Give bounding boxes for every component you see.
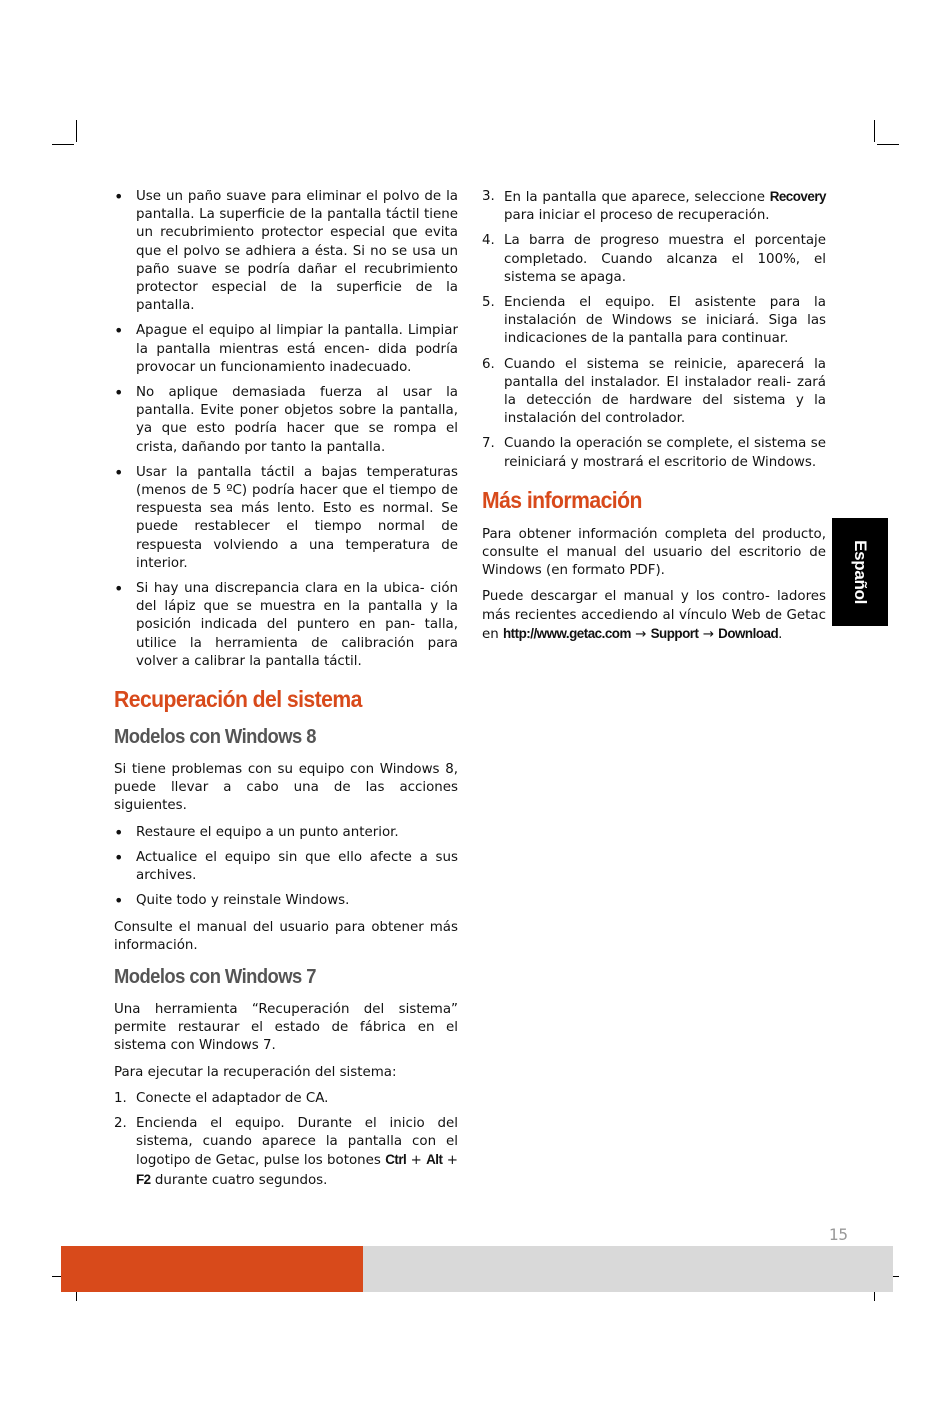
step-text: Conecte el adaptador de CA. [136, 1090, 329, 1106]
list-item [482, 188, 826, 225]
download-paragraph [482, 588, 826, 644]
crop-mark-top-left-h [52, 144, 74, 145]
list-item: • Actualice el equipo sin que ello afecte a sus archives. [114, 849, 458, 885]
list-item: • Si hay una discrepancia clara en la ubica- ción del lápiz que se muestra en la pantalla y la posición indicada del puntero en pan- talla, utilice la herramienta de calibración para volver a calibrar la pantalla táctil. [114, 580, 458, 671]
list-item [482, 294, 826, 349]
step-text: durante cuatro segundos. [150, 1172, 328, 1188]
step-text: Encienda el equipo. El asistente para la instalación de Windows se iniciará. Siga las indicaciones de la pantalla para continuar. [504, 295, 826, 347]
step-number: 7. [482, 436, 495, 452]
list-item: • Use un paño suave para eliminar el polvo de la pantalla. La superficie de la pantalla táctil tiene un recubrimiento protector especial que evita que el polvo se adhiera a ésta. Si no se usa un paño suave se podría dañar el recubrimiento protector especial de la superficie de la pantalla. [114, 188, 458, 315]
list-item: • No aplique demasiada fuerza al usar la pantalla. Evite poner objetos sobre la pantalla, ya que esto podría hacer que se rompa el crista, dañando por tanto la pantalla. [114, 384, 458, 457]
period: . [778, 626, 783, 642]
download-text: Puede descargar el manual y los contro- ladores más recientes accediendo al vínculo Web de Getac en [482, 589, 826, 642]
win8-intro: Si tiene problemas con su equipo con Windows 8, puede llevar a cabo una de las acciones siguientes. [114, 762, 458, 814]
support-link[interactable]: Support [650, 625, 699, 641]
arrow-right-icon: → [630, 626, 651, 642]
subheading-windows-7: Modelos con Windows 7 [114, 965, 316, 988]
left-column [114, 188, 458, 1198]
list-item [114, 1115, 458, 1190]
footer-accent-bar [61, 1246, 363, 1292]
step-text: para iniciar el proceso de recuperación. [504, 208, 770, 224]
key-alt: Alt [426, 1152, 443, 1168]
recovery-steps-list [114, 1090, 458, 1190]
more-info-paragraph: Para obtener información completa del producto, consulte el manual del usuario del escritorio de Windows (en formato PDF). [482, 526, 826, 579]
crop-mark-top-right-v [874, 120, 875, 142]
plus-sign: + [406, 1153, 427, 1169]
step-number: 6. [482, 356, 495, 372]
list-item: • Apague el equipo al limpiar la pantalla. Limpiar la pantalla mientras está encen- dida podría provocar un funcionamiento inadecuado. [114, 322, 458, 377]
win8-outro: Consulte el manual del usuario para obtener más información. [114, 919, 458, 953]
crop-mark-top-right-h [877, 144, 899, 145]
plus-sign: + [442, 1153, 458, 1169]
crop-mark-top-left-v [76, 120, 77, 142]
page-number: 15 [828, 1225, 848, 1244]
recovery-steps-continued-list [482, 188, 826, 472]
step-text: Cuando la operación se complete, el sistema se reiniciará y mostrará el escritorio de Windows. [504, 436, 826, 470]
list-item [482, 356, 826, 429]
list-item [482, 435, 826, 471]
step-number: 2. [114, 1115, 127, 1131]
list-item [114, 1090, 458, 1108]
win7-run-text: Para ejecutar la recuperación del sistema: [114, 1064, 397, 1080]
list-item: • Quite todo y reinstale Windows. [114, 892, 458, 910]
step-text: Encienda el equipo. Durante el inicio del sistema, cuando aparece la pantalla con el logotipo de Getac, pulse los botones [136, 1115, 458, 1169]
step-text: La barra de progreso muestra el porcentaje completado. Cuando alcanza el 100%, el sistema se apaga. [504, 233, 826, 285]
step-number: 3. [482, 189, 495, 204]
step-text: En la pantalla que aparece, seleccione [504, 190, 770, 205]
key-f2: F2 [136, 1171, 151, 1187]
footer-gray-bar [363, 1246, 893, 1292]
step-number: 4. [482, 233, 495, 249]
list-item: • Usar la pantalla táctil a bajas temperaturas (menos de 5 ºC) podría hacer que el tiempo de respuesta sea más lento. Esto es normal. Se puede restablecer el tiempo normal de respuesta volviendo a una temperatura de interior. [114, 464, 458, 573]
language-tab [832, 518, 888, 626]
arrow-right-icon: → [698, 626, 719, 642]
section-title-more-info: Más información [482, 486, 642, 513]
getac-url-link[interactable]: http://www.getac.com [502, 625, 631, 641]
list-item: • Restaure el equipo a un punto anterior. [114, 824, 458, 842]
win7-intro: Una herramienta “Recuperación del sistema” permite restaurar el estado de fábrica en el sistema con Windows 7. [114, 1001, 458, 1054]
key-ctrl: Ctrl [385, 1152, 407, 1168]
list-item [482, 232, 826, 287]
right-column [482, 188, 826, 652]
cleaning-tips-list [114, 188, 458, 671]
win8-options-list [114, 824, 458, 911]
download-link[interactable]: Download [718, 625, 779, 641]
step-number: 1. [114, 1090, 127, 1106]
step-number: 5. [482, 295, 495, 311]
step-text: Cuando el sistema se reinicie, aparecerá la pantalla del instalador. El instalador reali- zará la detección de hardware del sistema y la instalación del controlador. [504, 356, 826, 427]
key-recovery: Recovery [769, 189, 826, 204]
section-title-recovery: Recuperación del sistema [114, 686, 362, 713]
subheading-windows-8: Modelos con Windows 8 [114, 726, 316, 749]
language-tab-label: Español [851, 539, 871, 605]
